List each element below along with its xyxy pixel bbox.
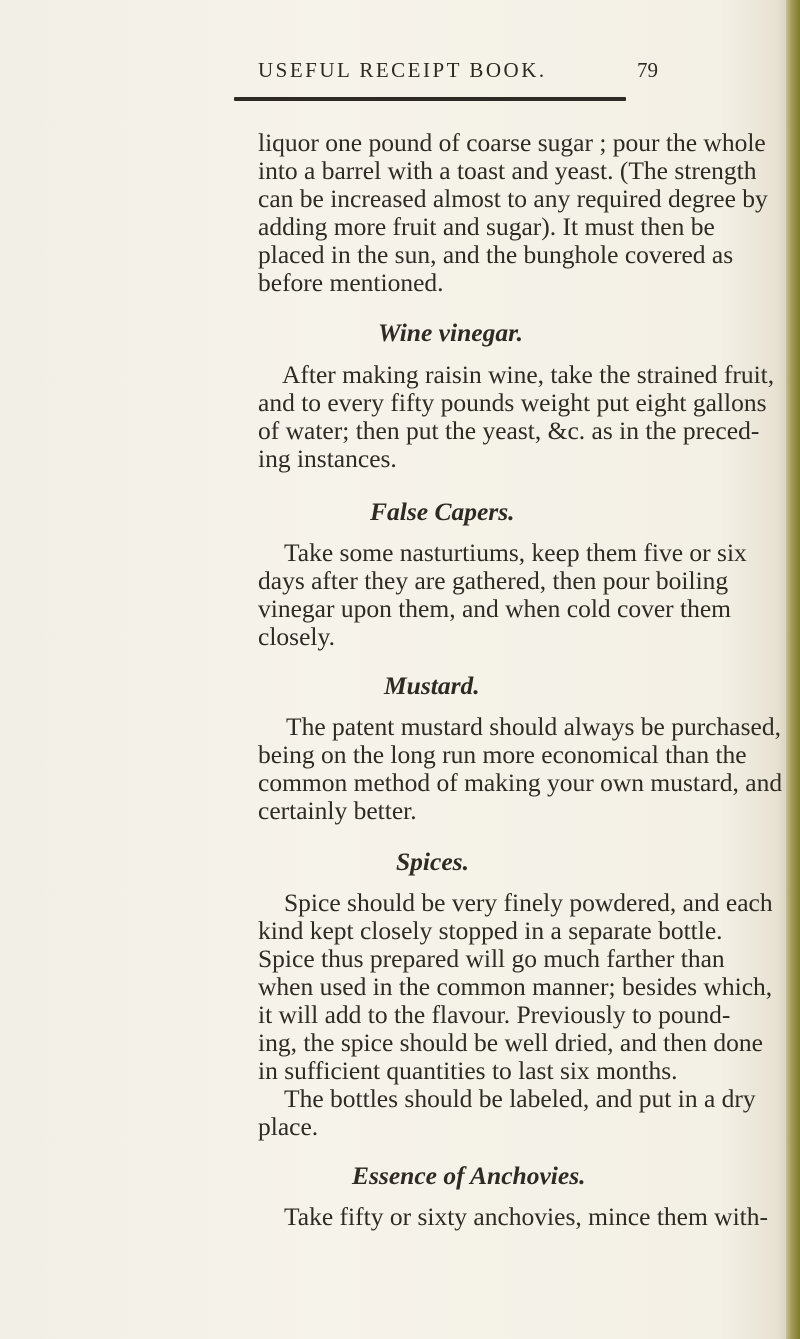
text-line: Take some nasturtiums, keep them five or six	[284, 538, 747, 567]
text-line: can be increased almost to any required degree by	[258, 184, 768, 213]
text-line: kind kept closely stopped in a separate bottle.	[258, 916, 723, 945]
page-number: 79	[637, 58, 658, 82]
text-line: into a barrel with a toast and yeast. (The strength	[258, 156, 757, 185]
text-line: ing instances.	[258, 444, 397, 473]
text-line: placed in the sun, and the bunghole covered as	[258, 240, 734, 269]
text-line: Spice thus prepared will go much farther than	[258, 944, 725, 973]
text-line: ing, the spice should be well dried, and then done	[258, 1028, 763, 1057]
text-line: days after they are gathered, then pour boiling	[258, 566, 729, 595]
text-line: The bottles should be labeled, and put in a dry	[284, 1084, 756, 1113]
section-heading: Wine vinegar.	[378, 318, 523, 347]
section-heading: Mustard.	[384, 671, 480, 700]
text-line: vinegar upon them, and when cold cover them	[258, 594, 732, 623]
text-line: Take fifty or sixty anchovies, mince them with-	[284, 1202, 769, 1231]
text-line: liquor one pound of coarse sugar ; pour the whole	[258, 128, 766, 157]
section-heading: False Capers.	[370, 497, 515, 526]
text-line: being on the long run more economical than the	[258, 740, 747, 769]
text-line: it will add to the flavour. Previously to pound-	[258, 1000, 731, 1029]
text-line: Spice should be very finely powdered, and each	[284, 888, 773, 917]
text-line: and to every fifty pounds weight put eight gallons	[258, 388, 767, 417]
text-line: before mentioned.	[258, 268, 444, 297]
text-line: After making raisin wine, take the strained fruit,	[282, 360, 775, 389]
text-line: The patent mustard should always be purchased,	[286, 712, 781, 741]
text-line: closely.	[258, 622, 335, 651]
header-title: USEFUL RECEIPT BOOK.	[258, 58, 547, 82]
text-line: when used in the common manner; besides which,	[258, 972, 773, 1001]
text-line: place.	[258, 1112, 319, 1141]
text-line: adding more fruit and sugar). It must then be	[258, 212, 715, 241]
text-line: in sufficient quantities to last six months.	[258, 1056, 678, 1085]
section-heading: Essence of Anchovies.	[352, 1161, 586, 1190]
section-heading: Spices.	[396, 847, 469, 876]
text-line: of water; then put the yeast, &c. as in the preced-	[258, 416, 760, 445]
text-line: common method of making your own mustard, and	[258, 768, 783, 797]
text-line: certainly better.	[258, 796, 417, 825]
